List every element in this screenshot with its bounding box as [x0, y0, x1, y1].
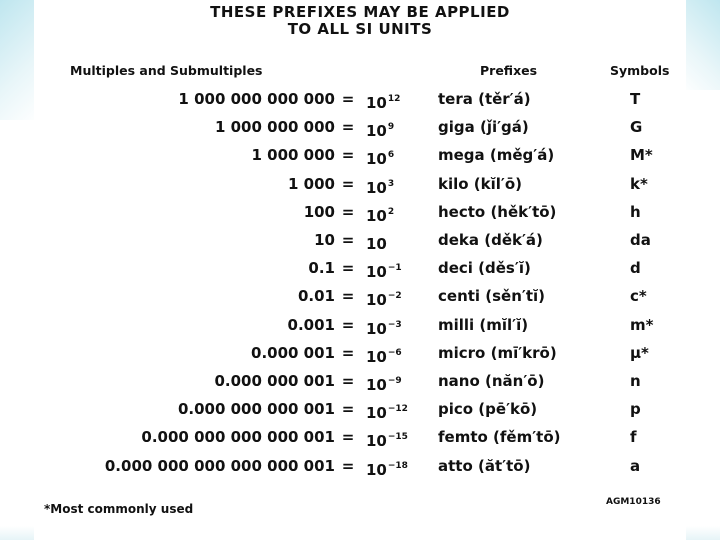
power-base: 10 [366, 404, 387, 423]
equals-sign: = [341, 202, 355, 221]
table-row [0, 114, 720, 140]
prefix-symbol: d [630, 259, 641, 278]
table-row [0, 227, 720, 253]
equals-sign: = [341, 118, 355, 137]
footnote: *Most commonly used [44, 502, 194, 516]
prefix-name: mega (měg′á) [438, 146, 555, 165]
prefix-symbol: k* [630, 174, 648, 193]
prefix-symbol: m* [630, 315, 654, 334]
equals-sign: = [341, 343, 355, 362]
prefix-name: micro (mī′krō) [438, 343, 557, 362]
power-base: 10 [366, 291, 387, 310]
power-exponent: −15 [387, 432, 408, 443]
multiple-value: 0.000 000 000 001 [177, 400, 335, 419]
multiple-value: 1 000 000 000 [214, 118, 335, 137]
power-base: 10 [366, 319, 387, 338]
multiple-value: 0.001 [287, 315, 335, 334]
prefix-name: nano (năn′ō) [438, 372, 545, 390]
power-exponent: 12 [387, 94, 401, 104]
equals-sign: = [341, 259, 355, 278]
prefix-symbol: c* [630, 287, 647, 306]
prefix-name: centi (sěn′tĭ) [438, 287, 546, 306]
document-code: AGM10136 [606, 497, 661, 507]
header-symbols: Symbols [610, 63, 670, 78]
prefix-symbol: h [630, 202, 641, 221]
prefix-symbol: f [630, 428, 637, 447]
multiple-value: 1 000 000 [251, 146, 335, 165]
equals-sign: = [341, 174, 355, 193]
table-row [0, 199, 720, 225]
prefix-name: deci (děs′ĭ) [438, 259, 531, 278]
prefix-name: deka (děk′á) [438, 231, 543, 249]
power-exponent: 2 [387, 206, 395, 217]
power-of-ten [366, 340, 402, 370]
power-exponent: −18 [387, 460, 408, 471]
prefix-name: pico (pē′kō) [438, 400, 538, 419]
table-row [0, 396, 720, 422]
power-of-ten [366, 368, 402, 398]
power-base: 10 [366, 460, 387, 479]
power-exponent: −2 [387, 291, 402, 302]
power-exponent: −12 [387, 404, 408, 415]
power-of-ten [366, 453, 408, 483]
page-title [0, 4, 720, 38]
title-line-1: THESE PREFIXES MAY BE APPLIED [210, 3, 510, 21]
table-row [0, 340, 720, 366]
table-row [0, 312, 720, 338]
power-base: 10 [366, 376, 387, 394]
equals-sign: = [341, 372, 355, 390]
header-prefixes: Prefixes [480, 63, 538, 78]
table-row [0, 368, 720, 394]
prefix-symbol: G [630, 118, 643, 137]
power-of-ten [366, 142, 394, 172]
power-base: 10 [366, 150, 387, 169]
equals-sign: = [341, 146, 355, 165]
table-row [0, 255, 720, 281]
power-of-ten [366, 114, 394, 144]
header-multiples: Multiples and Submultiples [70, 63, 263, 78]
power-exponent: −9 [387, 376, 402, 386]
prefix-symbol: da [630, 231, 651, 249]
power-of-ten [366, 396, 408, 426]
power-base: 10 [366, 432, 387, 451]
power-base: 10 [366, 263, 387, 282]
title-line-2: TO ALL SI UNITS [287, 20, 433, 38]
table-row [0, 86, 720, 112]
prefix-symbol: p [630, 400, 641, 419]
equals-sign: = [341, 400, 355, 419]
multiple-value: 1 000 000 000 000 [178, 90, 335, 108]
power-of-ten [366, 312, 402, 342]
table-row [0, 142, 720, 168]
power-base: 10 [366, 206, 387, 225]
power-base: 10 [366, 178, 387, 197]
prefix-name: giga (ǰi′gá) [438, 118, 529, 137]
multiple-value: 0.000 000 000 000 001 [141, 428, 335, 447]
power-exponent: 6 [387, 150, 395, 161]
prefix-symbol: M* [630, 146, 653, 165]
table-row [0, 171, 720, 197]
prefix-name: tera (těr′á) [438, 90, 531, 108]
power-of-ten [366, 424, 408, 454]
power-of-ten [366, 86, 400, 116]
equals-sign: = [341, 428, 355, 447]
prefix-name: milli (mĭl′ĭ) [438, 315, 529, 334]
power-base: 10 [366, 94, 387, 112]
prefix-name: atto (ăt′tō) [438, 456, 531, 475]
power-exponent: 3 [387, 178, 395, 189]
multiple-value: 0.1 [308, 259, 335, 278]
prefix-name: hecto (hěk′tō) [438, 202, 557, 221]
multiple-value: 0.000 000 001 [214, 372, 335, 390]
power-base: 10 [366, 235, 387, 253]
table-row [0, 453, 720, 479]
power-exponent: −1 [387, 263, 402, 274]
power-exponent: 9 [387, 122, 395, 133]
multiple-value: 0.000 000 000 000 000 001 [104, 456, 335, 475]
equals-sign: = [341, 287, 355, 306]
multiple-value: 0.01 [297, 287, 335, 306]
prefix-name: femto (fěm′tō) [438, 428, 561, 447]
table-row [0, 283, 720, 309]
power-exponent: −3 [387, 319, 402, 330]
power-exponent: −6 [387, 347, 402, 358]
table-row [0, 424, 720, 450]
equals-sign: = [341, 231, 355, 249]
equals-sign: = [341, 315, 355, 334]
prefix-symbol: a [630, 456, 641, 475]
power-of-ten [366, 255, 402, 285]
power-of-ten [366, 171, 394, 201]
power-of-ten [366, 227, 388, 257]
power-of-ten [366, 199, 394, 229]
prefix-symbol: n [630, 372, 641, 390]
equals-sign: = [341, 456, 355, 475]
prefix-symbol: T [630, 90, 641, 108]
power-of-ten [366, 283, 402, 313]
power-base: 10 [366, 122, 387, 141]
multiple-value: 0.000 001 [251, 343, 335, 362]
prefix-symbol: μ* [630, 343, 649, 362]
multiple-value: 1 000 [288, 174, 335, 193]
multiple-value: 10 [314, 231, 335, 249]
multiple-value: 100 [303, 202, 335, 221]
prefix-name: kilo (kĭl′ō) [438, 174, 523, 193]
equals-sign: = [341, 90, 355, 108]
power-base: 10 [366, 347, 387, 366]
